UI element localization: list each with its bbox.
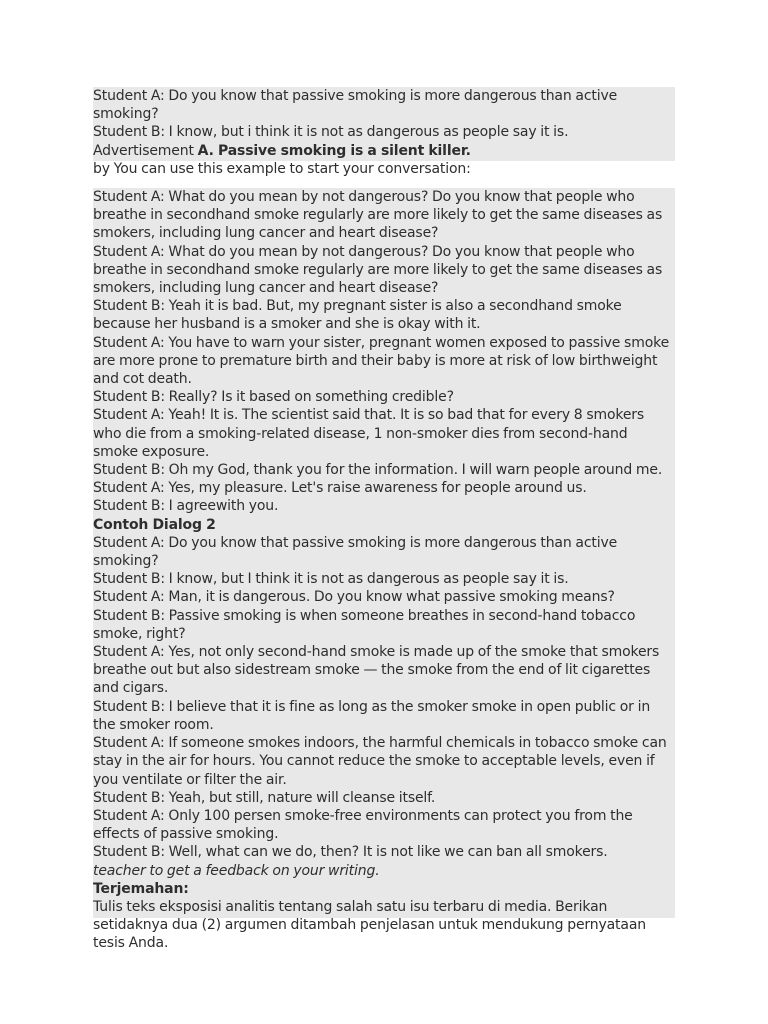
dialog2-line: Student A: Yes, not only second-hand smoke is made up of the smoke that smokers breathe out but also sidestream smoke — the smoke from the end of lit cigarettes and cigars.: [93, 644, 660, 697]
dialog2-line: Student A: Only 100 persen smoke-free environments can protect you from the effects of passive smoking.: [93, 807, 633, 843]
italic-note: teacher to get a feedback on your writing.: [93, 862, 380, 879]
terjemahan-heading: Terjemahan:: [93, 880, 189, 897]
terjemahan-text: Tulis teks eksposisi analitis tentang salah satu isu terbaru di media. Berikan setidaknya dua (2) argumen ditambah penjelasan untuk mendukung pernyataan tesis Anda.: [93, 898, 646, 952]
dialog1-line: Student A: You have to warn your sister, pregnant women exposed to passive smoke are more prone to premature birth and their baby is more at risk of low birthweight and cot death.: [93, 334, 670, 388]
dialog1-line: Student B: Oh my God, thank you for the information. I will warn people around me.: [93, 462, 663, 479]
dialog1-line: Student B: Yeah it is bad. But, my pregnant sister is also a secondhand smoke because her husband is a smoker and she is okay with it.: [93, 298, 622, 333]
dialog1-line: Student A: What do you mean by not dangerous? Do you know that people who breathe in secondhand smoke regularly are more likely to get the same diseases as smokers, including lung cancer and heart disease?: [93, 189, 663, 242]
dialog1-line: Student B: Really? Is it based on something credible?: [93, 389, 454, 406]
dialog2-line: Student B: Passive smoking is when someone breathes in second-hand tobacco smoke, right?: [93, 607, 636, 642]
intro-line-1: Student A: Do you know that passive smoking is more dangerous than active smoking?: [93, 88, 618, 123]
dialog2-line: Student A: Do you know that passive smoking is more dangerous than active smoking?: [93, 534, 618, 570]
intro-block: [93, 87, 675, 177]
dialog2-line: Student B: Yeah, but still, nature will cleanse itself.: [93, 789, 436, 806]
dialog-block: [93, 188, 675, 952]
dialog2-heading: Contoh Dialog 2: [93, 516, 216, 533]
advertisement-label: Advertisement: [93, 142, 194, 159]
dialog2-line: Student B: I believe that it is fine as long as the smoker smoke in open public or in the smoker room.: [93, 698, 651, 733]
dialog2-line: Student B: I know, but I think it is not as dangerous as people say it is.: [93, 571, 569, 588]
dialog1-line: Student A: Yes, my pleasure. Let's raise awareness for people around us.: [93, 480, 587, 497]
dialog2-line: Student A: If someone smokes indoors, the harmful chemicals in tobacco smoke can stay in the air for hours. You cannot reduce the smoke to acceptable levels, even if you ventilate or filter the air.: [93, 735, 667, 788]
dialog2-line: Student B: Well, what can we do, then? It is not like we can ban all smokers.: [93, 844, 608, 861]
dialog1-line: Student B: I agreewith you.: [93, 498, 279, 515]
intro-line-4: by You can use this example to start your conversation:: [93, 160, 471, 177]
section-heading: A. Passive smoking is a silent killer.: [197, 142, 471, 159]
intro-line-2: Student B: I know, but i think it is not as dangerous as people say it is.: [93, 124, 569, 141]
dialog1-line: Student A: What do you mean by not dangerous? Do you know that people who breathe in secondhand smoke regularly are more likely to get the same diseases as smokers, including lung cancer and heart disease?: [93, 243, 663, 297]
dialog1-line: Student A: Yeah! It is. The scientist said that. It is so bad that for every 8 smokers who die from a smoking-related disease, 1 non-smoker dies from second-hand smoke exposure.: [93, 407, 645, 460]
dialog2-line: Student A: Man, it is dangerous. Do you know what passive smoking means?: [93, 589, 615, 606]
intro-line-3: [93, 142, 675, 160]
